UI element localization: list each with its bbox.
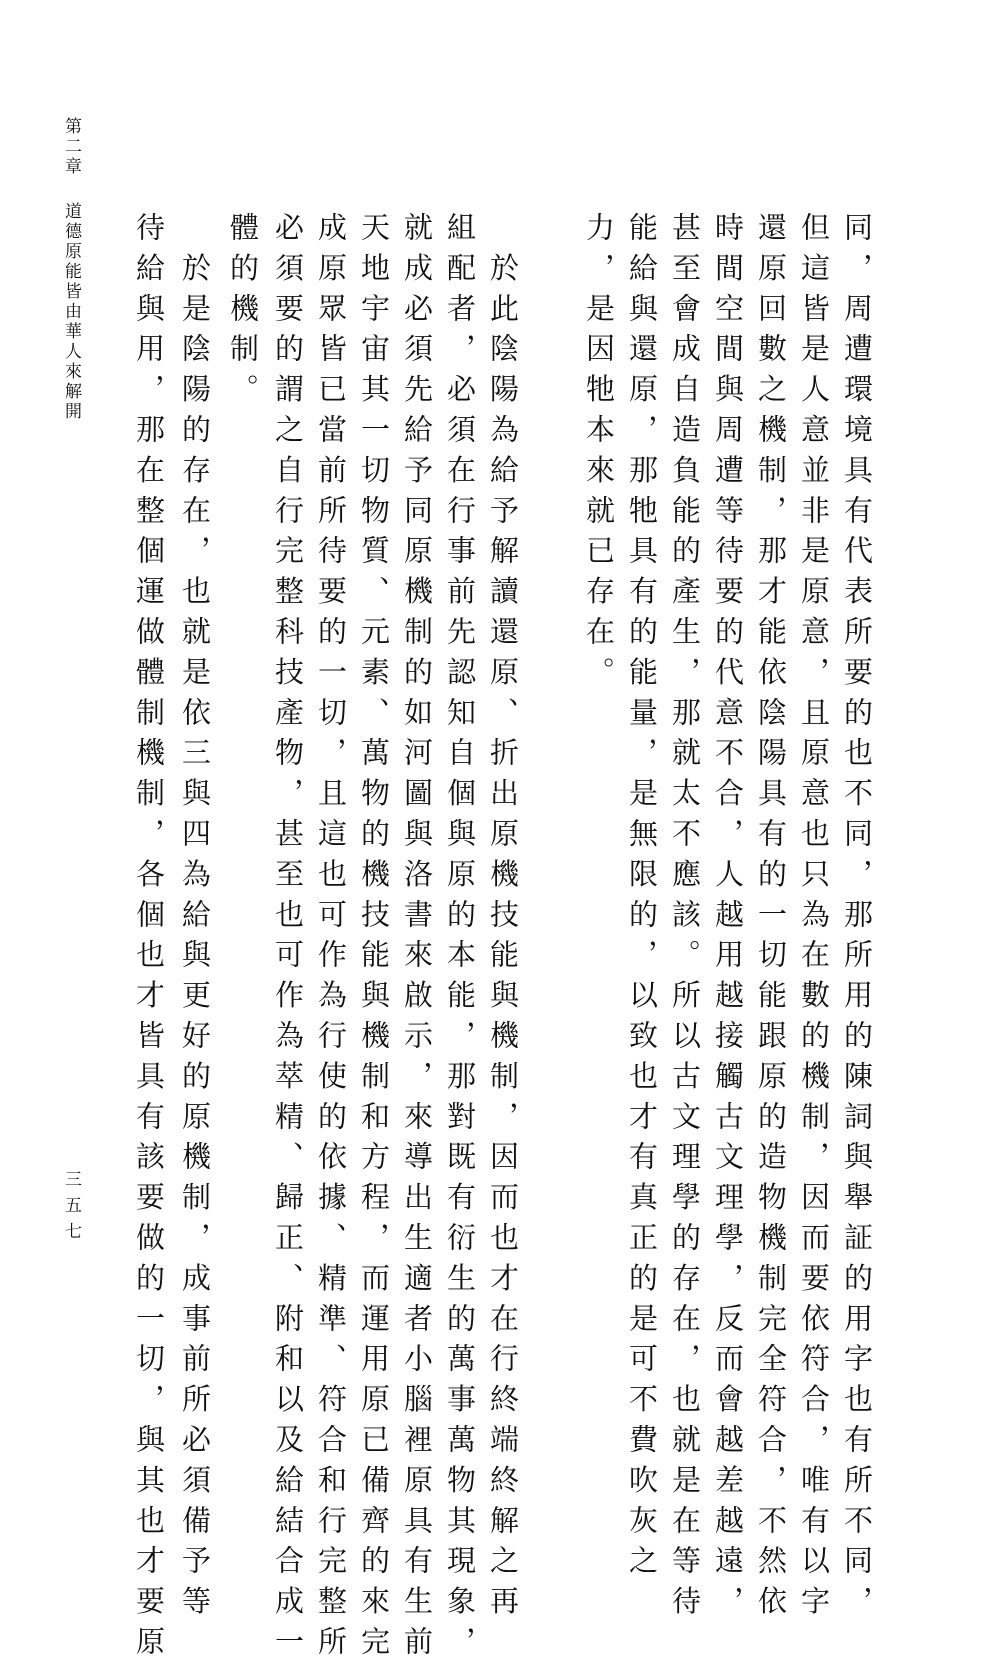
text-column: 能給與還原，那牠具有的能量，是無限的，以致也才有真正的是可不費吹灰之 xyxy=(625,212,659,1586)
text-column: 組配者，必須在行事前先認知自個與原的本能，那對既有衍生的萬事萬物其現象， xyxy=(443,212,477,1666)
chapter-label: 第二章 xyxy=(61,117,81,177)
text-column: 體的機制。 xyxy=(226,212,260,414)
text-column: 成原眾皆已當前所待要的一切，且這也可作為行使的依據、精準、符合和行完整所 xyxy=(314,212,348,1666)
section-title: 道德原能皆由華人來解開 xyxy=(61,202,81,422)
text-column: 於此陰陽為給予解讀還原、折出原機技能與機制，因而也才在行終端終解之再 xyxy=(486,212,520,1626)
text-column: 甚至會成自造負能的產生，那就太不應該。所以古文理學的存在，也就是在等待 xyxy=(668,212,702,1626)
text-column: 待給與用，那在整個運做體制機制，各個也才皆具有該要做的一切，與其也才要原 xyxy=(132,212,166,1666)
text-column: 力，是因牠本來就已存在。 xyxy=(582,212,616,697)
text-column: 同，周遭環境具有代表所要的也不同，那所用的陳詞與舉証的用字也有所不同， xyxy=(840,212,874,1626)
text-column: 天地宇宙其一切物質、元素、萬物的機技能與機制和方程，而運用原已備齊的來完 xyxy=(357,212,391,1666)
text-column: 但這皆是人意並非是原意，且原意也只為在數的機制，因而要依符合，唯有以字 xyxy=(797,212,831,1626)
text-column: 於是陰陽的存在，也就是依三與四為給與更好的原機制，成事前所必須備予等 xyxy=(178,212,212,1626)
text-column: 還原回數之機制，那才能依陰陽具有的一切能跟原的造物機制完全符合，不然依 xyxy=(754,212,788,1626)
text-column: 時間空間與周遭等待要的代意不合，人越用越接觸古文理學，反而會越差越遠， xyxy=(711,212,745,1626)
text-column: 必須要的謂之自行完整科技產物，甚至也可作為萃精、歸正、附和以及給結合成一 xyxy=(271,212,305,1666)
page-number: 三五七 xyxy=(61,1170,81,1248)
text-column: 就成必須先給予同原機制的如河圖與洛書來啟示，來導出生適者小腦裡原具有生前 xyxy=(400,212,434,1666)
